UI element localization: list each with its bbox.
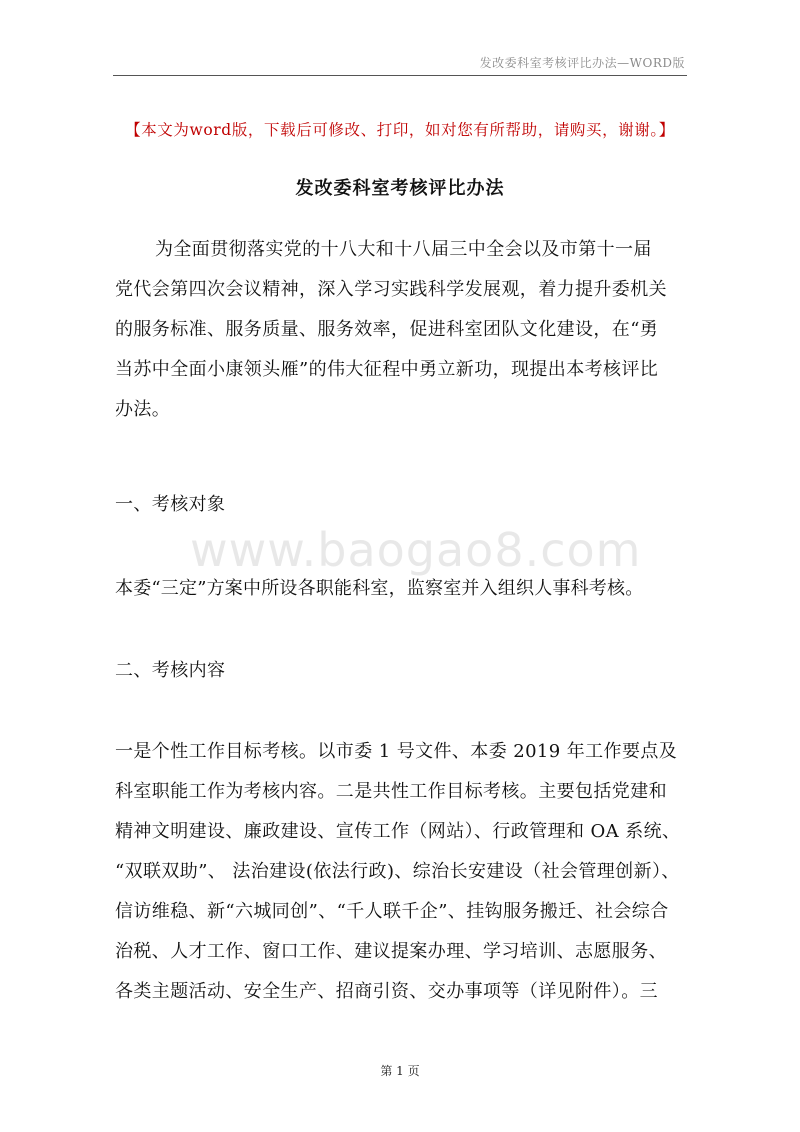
section2-line: 各类主题活动、安全生产、招商引资、交办事项等（详见附件）。三 xyxy=(115,981,658,1002)
intro-paragraph xyxy=(115,230,689,430)
page-header-text: 发改委科室考核评比办法—WORD版 xyxy=(479,56,685,70)
intro-line: 的服务标准、服务质量、服务效率，促进科室团队文化建设，在“勇 xyxy=(115,319,659,340)
intro-line: 为全面贯彻落实党的十八大和十八届三中全会以及市第十一届 xyxy=(155,239,652,260)
section2-line: 信访维稳、新“六城同创”、“千人联千企”、挂钩服务搬迁、社会综合 xyxy=(115,901,669,922)
section2-line: 一是个性工作目标考核。以市委 1 号文件、本委 2019 年工作要点及 xyxy=(115,741,678,762)
section2-paragraph xyxy=(115,732,689,1012)
section2-line: 治税、人才工作、窗口工作、建议提案办理、学习培训、志愿服务、 xyxy=(115,941,667,962)
page-number: 第 1 页 xyxy=(380,1064,420,1078)
section1-body: 本委“三定”方案中所设各职能科室，监察室并入组织人事科考核。 xyxy=(115,578,644,599)
section-heading-assessment-content: 二、考核内容 xyxy=(115,660,226,681)
intro-line: 党代会第四次会议精神，深入学习实践科学发展观，着力提升委机关 xyxy=(115,279,667,300)
header-divider xyxy=(113,75,687,76)
section2-line: 科室职能工作为考核内容。二是共性工作目标考核。主要包括党建和 xyxy=(115,781,667,802)
document-title: 发改委科室考核评比办法 xyxy=(295,178,505,199)
section2-line: 精神文明建设、廉政建设、宣传工作（网站）、行政管理和 OA 系统、 xyxy=(115,821,681,842)
purchase-notice: 【本文为word版，下载后可修改、打印，如对您有所帮助，请购买，谢谢。】 xyxy=(125,121,675,139)
section-heading-assessment-targets: 一、考核对象 xyxy=(115,494,226,515)
section2-line: “双联双助”、 法治建设(依法行政)、综治长安建设（社会管理创新）、 xyxy=(115,861,680,882)
intro-line: 办法。 xyxy=(115,399,171,420)
watermark: www.baogao8.com xyxy=(190,523,642,577)
intro-line: 当苏中全面小康领头雁”的伟大征程中勇立新功，现提出本考核评比 xyxy=(115,359,659,380)
